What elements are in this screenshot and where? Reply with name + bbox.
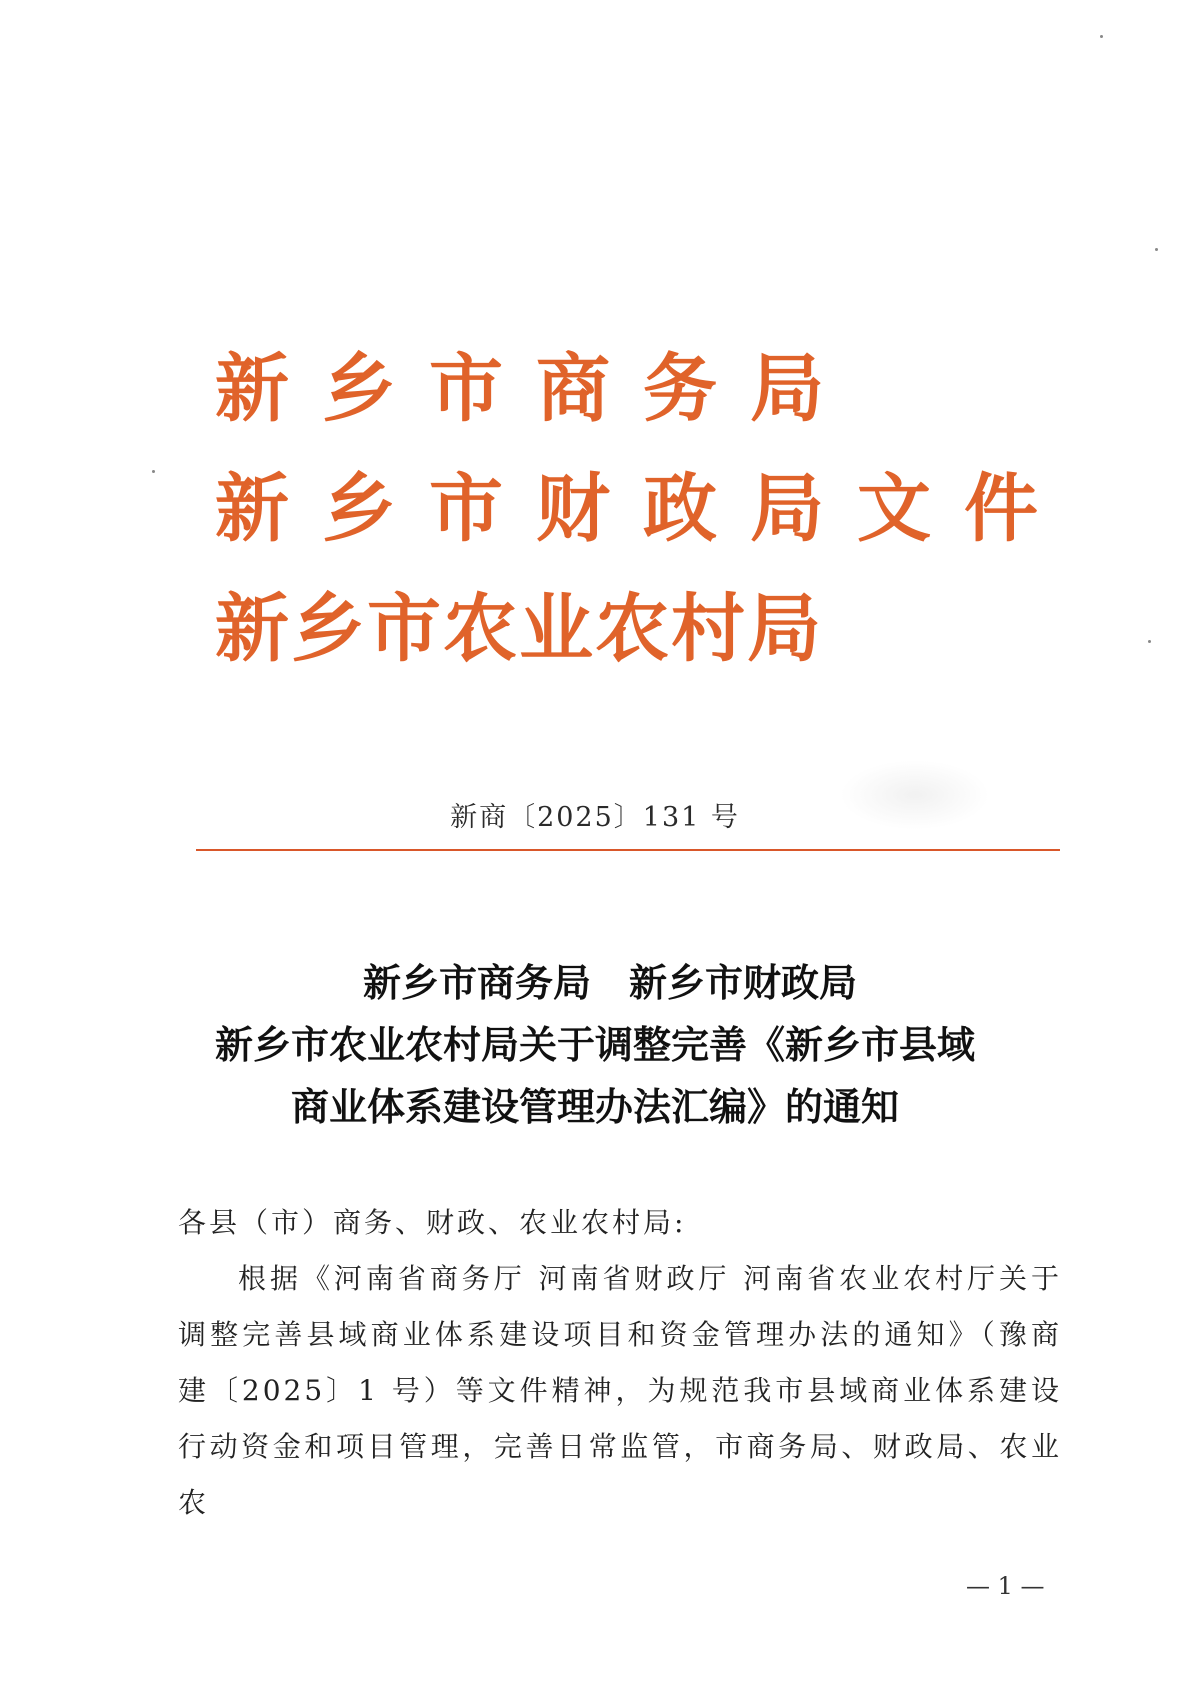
salutation: 各县（市）商务、财政、农业农村局: xyxy=(178,1206,687,1239)
header-char: 局 xyxy=(750,466,824,552)
header-char: 务 xyxy=(643,346,717,432)
header-char: 局 xyxy=(747,586,821,672)
header-line-finance-bureau xyxy=(215,466,1071,552)
header-char: 市 xyxy=(429,346,503,432)
title-line-3: 商业体系建设管理办法汇编》的通知 xyxy=(290,1084,899,1129)
header-char: 乡 xyxy=(322,466,396,552)
header-char: 件 xyxy=(964,466,1038,552)
header-char: 新 xyxy=(215,346,289,432)
scan-speck xyxy=(1155,248,1158,251)
header-char: 局 xyxy=(750,346,824,432)
scan-speck xyxy=(1148,640,1151,643)
header-char: 市 xyxy=(367,586,441,672)
header-line-agriculture-bureau xyxy=(215,586,823,672)
header-char: 财 xyxy=(536,466,610,552)
header-char: 新 xyxy=(215,466,289,552)
title-line-1: 新乡市商务局 新乡市财政局 xyxy=(362,960,857,1005)
header-char: 文 xyxy=(857,466,931,552)
document-body xyxy=(178,1195,1062,1531)
header-char: 商 xyxy=(536,346,610,432)
header-char: 农 xyxy=(443,586,517,672)
header-char: 新 xyxy=(215,586,289,672)
document-number: 新商〔2025〕131 号 xyxy=(450,802,740,833)
header-char: 农 xyxy=(595,586,669,672)
scan-speck xyxy=(152,470,155,473)
header-line-commerce-bureau xyxy=(215,346,857,432)
page-number: — 1 — xyxy=(966,1572,1045,1600)
document-title xyxy=(0,952,1190,1138)
header-char: 政 xyxy=(643,466,717,552)
red-separator-rule xyxy=(196,849,1060,851)
header-char: 市 xyxy=(429,466,503,552)
scan-speck xyxy=(1100,35,1103,38)
body-paragraph: 根据《河南省商务厅 河南省财政厅 河南省农业农村厅关于调整完善县域商业体系建设项目和资金管理办法的通知》（豫商建〔2025〕1 号）等文件精神，为规范我市县域商业体系建设行动资金和项目管理，完善日常监管，市商务局、财政局、农业农 xyxy=(178,1262,1062,1519)
title-line-2: 新乡市农业农村局关于调整完善《新乡市县域 xyxy=(214,1022,975,1067)
header-char: 乡 xyxy=(322,346,396,432)
header-char: 业 xyxy=(519,586,593,672)
header-char: 村 xyxy=(671,586,745,672)
header-char: 乡 xyxy=(291,586,365,672)
